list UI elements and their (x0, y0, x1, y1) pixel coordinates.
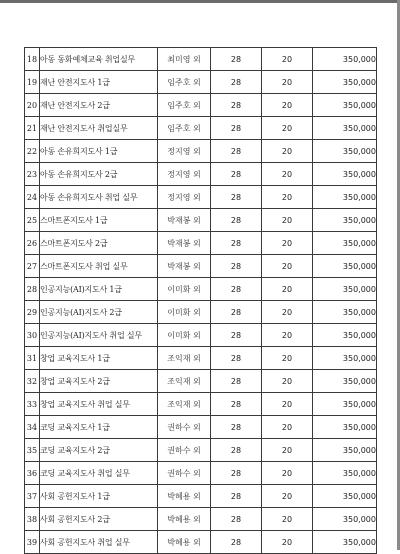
hours-value: 28 (211, 255, 262, 278)
course-name: 재난 안전지도사 2급 (40, 94, 158, 117)
row-number: 24 (25, 186, 40, 209)
hours-value: 28 (211, 232, 262, 255)
table-row (25, 163, 377, 186)
row-number: 39 (25, 531, 40, 554)
capacity-value: 20 (262, 462, 313, 485)
fee-value: 350,000 (313, 94, 377, 117)
instructor-name: 권하수 외 (158, 416, 211, 439)
row-number: 19 (25, 71, 40, 94)
fee-value: 350,000 (313, 301, 377, 324)
fee-value: 350,000 (313, 48, 377, 71)
hours-value: 28 (211, 48, 262, 71)
capacity-value: 20 (262, 324, 313, 347)
hours-value: 28 (211, 462, 262, 485)
hours-value: 28 (211, 163, 262, 186)
hours-value: 28 (211, 94, 262, 117)
row-number: 37 (25, 485, 40, 508)
table-row (25, 347, 377, 370)
course-name: 창업 교육지도사 취업 실무 (40, 393, 158, 416)
instructor-name: 정지영 외 (158, 163, 211, 186)
fee-value: 350,000 (313, 439, 377, 462)
capacity-value: 20 (262, 278, 313, 301)
instructor-name: 박재봉 외 (158, 209, 211, 232)
capacity-value: 20 (262, 485, 313, 508)
fee-value: 350,000 (313, 255, 377, 278)
course-name: 아동 손유희지도사 2급 (40, 163, 158, 186)
capacity-value: 20 (262, 163, 313, 186)
row-number: 33 (25, 393, 40, 416)
instructor-name: 임주호 외 (158, 94, 211, 117)
instructor-name: 정지영 외 (158, 186, 211, 209)
hours-value: 28 (211, 71, 262, 94)
fee-value: 350,000 (313, 278, 377, 301)
table-row (25, 324, 377, 347)
hours-value: 28 (211, 531, 262, 554)
table-row (25, 531, 377, 554)
course-name: 아동 손유희지도사 취업 실무 (40, 186, 158, 209)
hours-value: 28 (211, 209, 262, 232)
row-number: 35 (25, 439, 40, 462)
instructor-name: 권하수 외 (158, 439, 211, 462)
table-row (25, 301, 377, 324)
course-name: 재난 안전지도사 취업실무 (40, 117, 158, 140)
instructor-name: 박혜용 외 (158, 508, 211, 531)
row-number: 20 (25, 94, 40, 117)
instructor-name: 조익재 외 (158, 347, 211, 370)
row-number: 22 (25, 140, 40, 163)
row-number: 26 (25, 232, 40, 255)
instructor-name: 정지영 외 (158, 140, 211, 163)
table-row (25, 462, 377, 485)
row-number: 30 (25, 324, 40, 347)
course-name: 인공지능(AI)지도사 2급 (40, 301, 158, 324)
instructor-name: 조익재 외 (158, 370, 211, 393)
instructor-name: 조익재 외 (158, 393, 211, 416)
course-name: 인공지능(AI)지도사 1급 (40, 278, 158, 301)
capacity-value: 20 (262, 209, 313, 232)
hours-value: 28 (211, 324, 262, 347)
capacity-value: 20 (262, 232, 313, 255)
table-row (25, 370, 377, 393)
table-row (25, 278, 377, 301)
capacity-value: 20 (262, 94, 313, 117)
hours-value: 28 (211, 393, 262, 416)
table-row (25, 393, 377, 416)
capacity-value: 20 (262, 255, 313, 278)
capacity-value: 20 (262, 140, 313, 163)
capacity-value: 20 (262, 48, 313, 71)
capacity-value: 20 (262, 186, 313, 209)
row-number: 21 (25, 117, 40, 140)
hours-value: 28 (211, 485, 262, 508)
capacity-value: 20 (262, 508, 313, 531)
hours-value: 28 (211, 278, 262, 301)
fee-value: 350,000 (313, 508, 377, 531)
hours-value: 28 (211, 416, 262, 439)
course-name: 스마트폰지도사 2급 (40, 232, 158, 255)
table-row (25, 485, 377, 508)
row-number: 18 (25, 48, 40, 71)
row-number: 23 (25, 163, 40, 186)
table-row (25, 255, 377, 278)
table-row (25, 209, 377, 232)
table-row (25, 508, 377, 531)
fee-value: 350,000 (313, 347, 377, 370)
fee-value: 350,000 (313, 140, 377, 163)
fee-value: 350,000 (313, 324, 377, 347)
table-row (25, 140, 377, 163)
course-name: 아동 손유희지도사 1급 (40, 140, 158, 163)
instructor-name: 최미영 외 (158, 48, 211, 71)
capacity-value: 20 (262, 347, 313, 370)
table-row (25, 48, 377, 71)
row-number: 34 (25, 416, 40, 439)
table-row (25, 232, 377, 255)
fee-value: 350,000 (313, 531, 377, 554)
row-number: 29 (25, 301, 40, 324)
instructor-name: 임주호 외 (158, 117, 211, 140)
row-number: 27 (25, 255, 40, 278)
course-name: 스마트폰지도사 취업 실무 (40, 255, 158, 278)
fee-value: 350,000 (313, 163, 377, 186)
instructor-name: 이미화 외 (158, 301, 211, 324)
course-name: 코딩 교육지도사 취업 실무 (40, 462, 158, 485)
instructor-name: 박혜용 외 (158, 531, 211, 554)
table-row (25, 416, 377, 439)
capacity-value: 20 (262, 71, 313, 94)
fee-value: 350,000 (313, 71, 377, 94)
course-name: 사회 공헌지도사 1급 (40, 485, 158, 508)
capacity-value: 20 (262, 416, 313, 439)
capacity-value: 20 (262, 301, 313, 324)
fee-value: 350,000 (313, 186, 377, 209)
instructor-name: 박재봉 외 (158, 232, 211, 255)
instructor-name: 이미화 외 (158, 278, 211, 301)
course-name: 코딩 교육지도사 2급 (40, 439, 158, 462)
course-table-body (25, 48, 377, 554)
row-number: 36 (25, 462, 40, 485)
hours-value: 28 (211, 186, 262, 209)
scan-top-edge (0, 0, 400, 3)
row-number: 31 (25, 347, 40, 370)
instructor-name: 권하수 외 (158, 462, 211, 485)
course-name: 사회 공헌지도사 취업 실무 (40, 531, 158, 554)
fee-value: 350,000 (313, 462, 377, 485)
instructor-name: 이미화 외 (158, 324, 211, 347)
row-number: 25 (25, 209, 40, 232)
fee-value: 350,000 (313, 416, 377, 439)
course-name: 스마트폰지도사 1급 (40, 209, 158, 232)
fee-value: 350,000 (313, 370, 377, 393)
fee-value: 350,000 (313, 117, 377, 140)
hours-value: 28 (211, 140, 262, 163)
table-row (25, 94, 377, 117)
capacity-value: 20 (262, 117, 313, 140)
fee-value: 350,000 (313, 485, 377, 508)
course-name: 창업 교육지도사 2급 (40, 370, 158, 393)
row-number: 38 (25, 508, 40, 531)
capacity-value: 20 (262, 393, 313, 416)
hours-value: 28 (211, 370, 262, 393)
row-number: 32 (25, 370, 40, 393)
fee-value: 350,000 (313, 232, 377, 255)
course-name: 인공지능(AI)지도사 취업 실무 (40, 324, 158, 347)
course-name: 재난 안전지도사 1급 (40, 71, 158, 94)
fee-value: 350,000 (313, 209, 377, 232)
instructor-name: 박재봉 외 (158, 255, 211, 278)
hours-value: 28 (211, 117, 262, 140)
course-name: 사회 공헌지도사 2급 (40, 508, 158, 531)
instructor-name: 박혜용 외 (158, 485, 211, 508)
course-table (24, 47, 377, 554)
fee-value: 350,000 (313, 393, 377, 416)
table-row (25, 186, 377, 209)
capacity-value: 20 (262, 370, 313, 393)
hours-value: 28 (211, 347, 262, 370)
instructor-name: 임주호 외 (158, 71, 211, 94)
table-row (25, 117, 377, 140)
hours-value: 28 (211, 301, 262, 324)
hours-value: 28 (211, 508, 262, 531)
table-row (25, 439, 377, 462)
course-name: 아동 동화예체교육 취업실무 (40, 48, 158, 71)
row-number: 28 (25, 278, 40, 301)
capacity-value: 20 (262, 439, 313, 462)
capacity-value: 20 (262, 531, 313, 554)
hours-value: 28 (211, 439, 262, 462)
course-name: 코딩 교육지도사 1급 (40, 416, 158, 439)
table-row (25, 71, 377, 94)
course-name: 창업 교육지도사 1급 (40, 347, 158, 370)
